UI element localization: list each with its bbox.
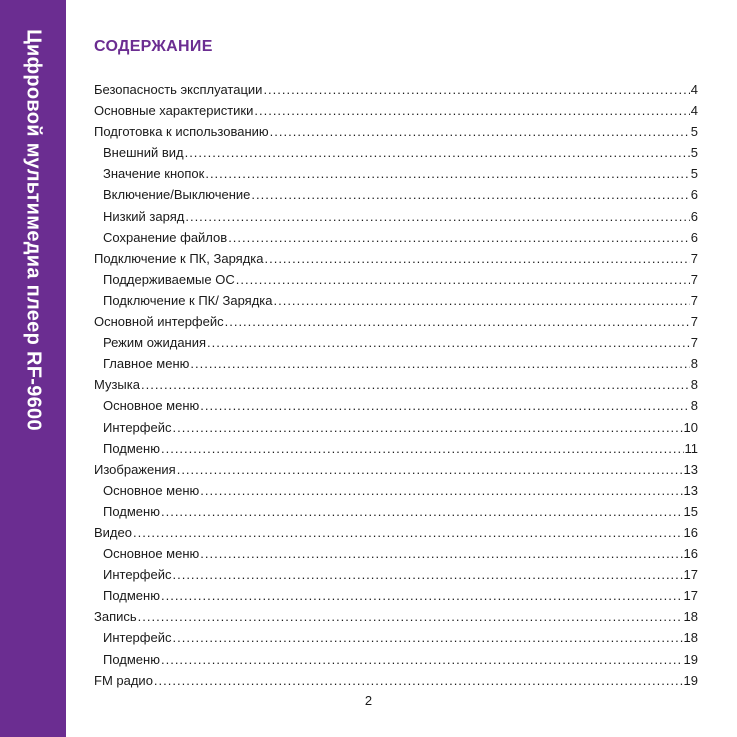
toc-leader-dots: [177, 462, 683, 477]
toc-leader-dots: [161, 504, 683, 519]
toc-entry-label: Подменю: [103, 588, 160, 604]
toc-entry-label: Поддерживаемые ОС: [103, 271, 235, 287]
toc-leader-dots: [251, 187, 689, 202]
toc-entry-page: 7: [690, 271, 698, 287]
toc-entry-label: Подготовка к использованию: [94, 124, 269, 140]
toc-leader-dots: [185, 209, 689, 224]
toc-entry-label: Изображения: [94, 461, 176, 477]
toc-entry: [94, 145, 698, 166]
toc-entry: [94, 314, 698, 335]
toc-entry-page: 13: [683, 482, 698, 498]
toc-section: [94, 38, 698, 694]
toc-leader-dots: [161, 588, 683, 603]
toc-entry-page: 4: [690, 103, 698, 119]
toc-entry-page: 8: [690, 377, 698, 393]
toc-entry: [94, 166, 698, 187]
toc-leader-dots: [133, 525, 683, 540]
toc-entry-label: Интерфейс: [103, 630, 172, 646]
toc-entry-label: Подключение к ПК/ Зарядка: [103, 292, 273, 308]
toc-entry-page: 18: [683, 630, 698, 646]
toc-entry-page: 10: [683, 419, 698, 435]
page-number: 2: [364, 693, 373, 708]
toc-leader-dots: [236, 272, 690, 287]
toc-leader-dots: [200, 398, 689, 413]
toc-leader-dots: [161, 652, 683, 667]
toc-entry-page: 17: [683, 588, 698, 604]
toc-entry-label: Музыка: [94, 377, 140, 393]
toc-entry: [94, 356, 698, 377]
toc-entry-label: Основные характеристики: [94, 103, 254, 119]
toc-entry-label: Низкий заряд: [103, 208, 185, 224]
toc-entry-page: 15: [683, 503, 698, 519]
toc-leader-dots: [254, 103, 689, 118]
toc-entry-page: 6: [690, 229, 698, 245]
toc-entry-label: Подменю: [103, 651, 160, 667]
toc-leader-dots: [200, 546, 682, 561]
toc-entry-page: 7: [690, 292, 698, 308]
page-title: СОДЕРЖАНИЕ: [94, 38, 213, 55]
toc-entry-label: Основное меню: [103, 482, 200, 498]
toc-entry-page: 16: [683, 546, 698, 562]
toc-entry-page: 6: [690, 208, 698, 224]
toc-entry-label: Основной интерфейс: [94, 314, 224, 330]
toc-entry: [94, 673, 698, 694]
toc-leader-dots: [264, 251, 689, 266]
toc-entry-label: Видео: [94, 524, 132, 540]
toc-entry-label: Значение кнопок: [103, 166, 205, 182]
toc-entry: [94, 441, 698, 462]
toc-entry-page: 19: [683, 672, 698, 688]
toc-leader-dots: [138, 609, 683, 624]
toc-entry: [94, 567, 698, 588]
toc-leader-dots: [185, 145, 690, 160]
toc-entry: [94, 525, 698, 546]
toc-entry-label: Режим ожидания: [103, 335, 207, 351]
toc-leader-dots: [161, 441, 684, 456]
toc-leader-dots: [207, 335, 690, 350]
toc-entry-label: Подменю: [103, 503, 160, 519]
toc-entry: [94, 272, 698, 293]
toc-leader-dots: [263, 82, 689, 97]
toc-entry-label: FM радио: [94, 672, 153, 688]
toc-entry-page: 17: [683, 567, 698, 583]
toc-entry-label: Безопасность эксплуатации: [94, 82, 263, 97]
toc-entry-page: 11: [684, 440, 698, 456]
toc-leader-dots: [141, 377, 690, 392]
toc-entry: [94, 630, 698, 651]
toc-leader-dots: [172, 420, 682, 435]
toc-entry-page: 18: [683, 609, 698, 625]
toc-entry: [94, 504, 698, 525]
toc-entry: [94, 251, 698, 272]
sidebar-title: Цифровой мультимедиа плеер RF-9600: [22, 29, 45, 431]
toc-entry: [94, 462, 698, 483]
toc-leader-dots: [200, 483, 682, 498]
toc-entry-page: 13: [683, 461, 698, 477]
toc-leader-dots: [172, 630, 682, 645]
toc-entry: [94, 209, 698, 230]
toc-entry: [94, 483, 698, 504]
toc-leader-dots: [190, 356, 689, 371]
toc-entry-page: 8: [690, 398, 698, 414]
toc-leader-dots: [270, 124, 690, 139]
toc-entry: [94, 335, 698, 356]
toc-entry-label: Интерфейс: [103, 567, 172, 583]
toc-entry-label: Основное меню: [103, 398, 200, 414]
toc-entry-label: Сохранение файлов: [103, 229, 228, 245]
toc-entry-page: 8: [690, 356, 698, 372]
toc-entry: [94, 652, 698, 673]
toc-leader-dots: [205, 166, 689, 181]
sidebar: [0, 0, 66, 737]
toc-entry-page: 19: [683, 651, 698, 667]
toc-entry-page: 7: [690, 314, 698, 330]
toc-leader-dots: [154, 673, 683, 688]
toc-entry-page: 16: [683, 524, 698, 540]
toc-leader-dots: [172, 567, 682, 582]
toc-entry-label: Включение/Выключение: [103, 187, 251, 203]
toc-entry: [94, 187, 698, 208]
toc-entry-page: 4: [690, 82, 698, 97]
toc-list: [94, 82, 698, 694]
toc-entry: [94, 420, 698, 441]
toc-entry-page: 6: [690, 187, 698, 203]
toc-entry: [94, 398, 698, 419]
toc-entry-label: Запись: [94, 609, 137, 625]
toc-leader-dots: [225, 314, 690, 329]
toc-leader-dots: [273, 293, 689, 308]
toc-entry: [94, 293, 698, 314]
toc-entry: [94, 588, 698, 609]
toc-entry: [94, 82, 698, 103]
toc-entry: [94, 103, 698, 124]
toc-entry-page: 7: [690, 335, 698, 351]
toc-entry-label: Главное меню: [103, 356, 190, 372]
toc-leader-dots: [228, 230, 690, 245]
toc-entry-label: Подменю: [103, 440, 160, 456]
toc-entry-label: Внешний вид: [103, 145, 184, 161]
toc-entry: [94, 124, 698, 145]
toc-entry-label: Интерфейс: [103, 419, 172, 435]
toc-entry-page: 5: [690, 145, 698, 161]
toc-entry: [94, 546, 698, 567]
toc-entry-label: Подключение к ПК, Зарядка: [94, 250, 264, 266]
toc-entry: [94, 377, 698, 398]
toc-entry-page: 5: [690, 124, 698, 140]
toc-entry: [94, 609, 698, 630]
toc-entry-page: 5: [690, 166, 698, 182]
toc-entry-page: 7: [690, 250, 698, 266]
toc-entry: [94, 230, 698, 251]
toc-entry-label: Основное меню: [103, 546, 200, 562]
